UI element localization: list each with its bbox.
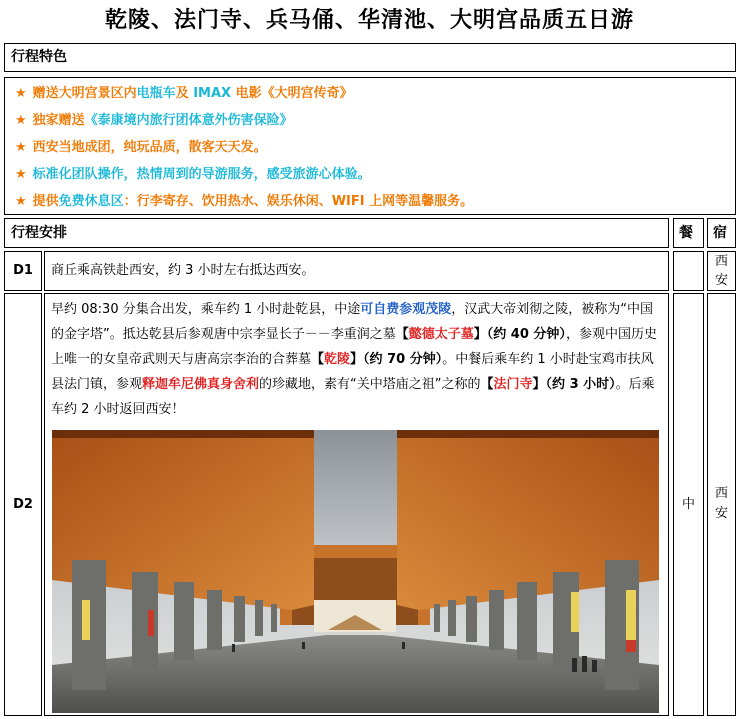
text-segment: 早约 08:30 分集合出发，乘车约 1 小时赴乾县，中途 [51,302,361,317]
text-segment: 】（约 70 分钟） [350,352,443,367]
features-header-label: 行程特色 [11,49,67,65]
features-header [4,43,736,72]
feature-item [15,193,473,211]
text-segment: 法门寺 [493,377,533,392]
text-segment: 的珍藏地，素有“关中塔庙之祖”之称的 [259,377,481,392]
page-title: 乾陵、法门寺、兵马俑、华清池、大明宫品质五日游 [104,8,634,33]
text-segment: 电影 [231,86,262,101]
text-segment: 标准化团队操作，热情周到的导游服务，感受旅游心体验。 [32,167,371,182]
text-segment: 西安当地成团，纯玩品质，散客天天发。 [32,140,267,155]
text-segment: 及 [175,86,194,101]
text-segment: 【 [480,377,494,392]
text-segment: ，参观中国历史上唯一的女皇帝武则天与唐高宗李治的合葬墓 [51,327,657,367]
text-segment: 免费休息区 [58,194,124,209]
feature-item [15,85,353,103]
star-icon: ★ [15,194,27,209]
star-icon: ★ [15,86,27,101]
meal-cell-d1 [673,251,704,291]
photo-famen-temple-corridor [52,430,659,713]
day-label-d2: D2 [4,293,42,716]
star-icon: ★ [15,140,27,155]
text-segment: 释迦牟尼佛真身舍利 [142,377,260,392]
features-list [4,77,736,215]
stay-cell-d1: 西 安 [707,251,736,291]
day-description-d1 [44,251,669,291]
day-description-d2 [44,293,669,716]
text-segment: 商丘乘高铁赴西安，约 3 小时左右抵达西安。 [51,263,315,278]
day-text [51,297,662,422]
text-segment: 。后乘车约 2 小时返回西安！ [51,377,655,417]
text-segment: 电瓶车 [136,86,176,101]
schedule-header [4,218,669,248]
feature-item [15,166,371,184]
meal-column-header [673,218,704,248]
meal-cell-d2: 中 [673,293,704,716]
text-segment: 《泰康境内旅行团体意外伤害保险》 [84,113,293,128]
day-label-d1: D1 [4,251,42,291]
day-text [51,263,315,278]
meal-header-label: 餐 [679,225,693,241]
star-icon: ★ [15,113,27,128]
feature-item [15,139,267,157]
star-icon: ★ [15,167,27,182]
text-segment: IMAX [193,86,232,101]
stay-header-label: 宿 [713,225,727,241]
text-segment: ，汉武大帝刘彻之陵，被称为“中国的金字塔”。抵达乾县后参观唐中宗李显长子－－李重润之墓 [51,302,654,342]
text-segment: 【 [311,352,325,367]
text-segment: 】（约 40 分钟） [473,327,566,342]
text-segment: 】（约 3 小时） [532,377,616,392]
text-segment: 赠送大明宫景区内 [32,86,137,101]
text-segment: 【 [395,327,409,342]
schedule-header-label: 行程安排 [11,225,67,241]
text-segment: 乾陵 [324,352,351,367]
text-segment: 可自费参观茂陵 [360,302,452,317]
stay-column-header [707,218,736,248]
text-segment: 提供 [32,194,59,209]
text-segment: 。中餐后乘车约 1 小时赴宝鸡市扶风县法门镇，参观 [51,352,654,392]
feature-item [15,112,293,130]
text-segment: 独家赠送 [32,113,85,128]
text-segment: ：行李寄存、饮用热水、娱乐休闲、WIFI 上网等温馨服务。 [123,194,474,209]
stay-cell-d2: 西 安 [707,293,736,716]
text-segment: 懿德太子墓 [408,327,474,342]
text-segment: 《大明宫传奇》 [261,86,353,101]
